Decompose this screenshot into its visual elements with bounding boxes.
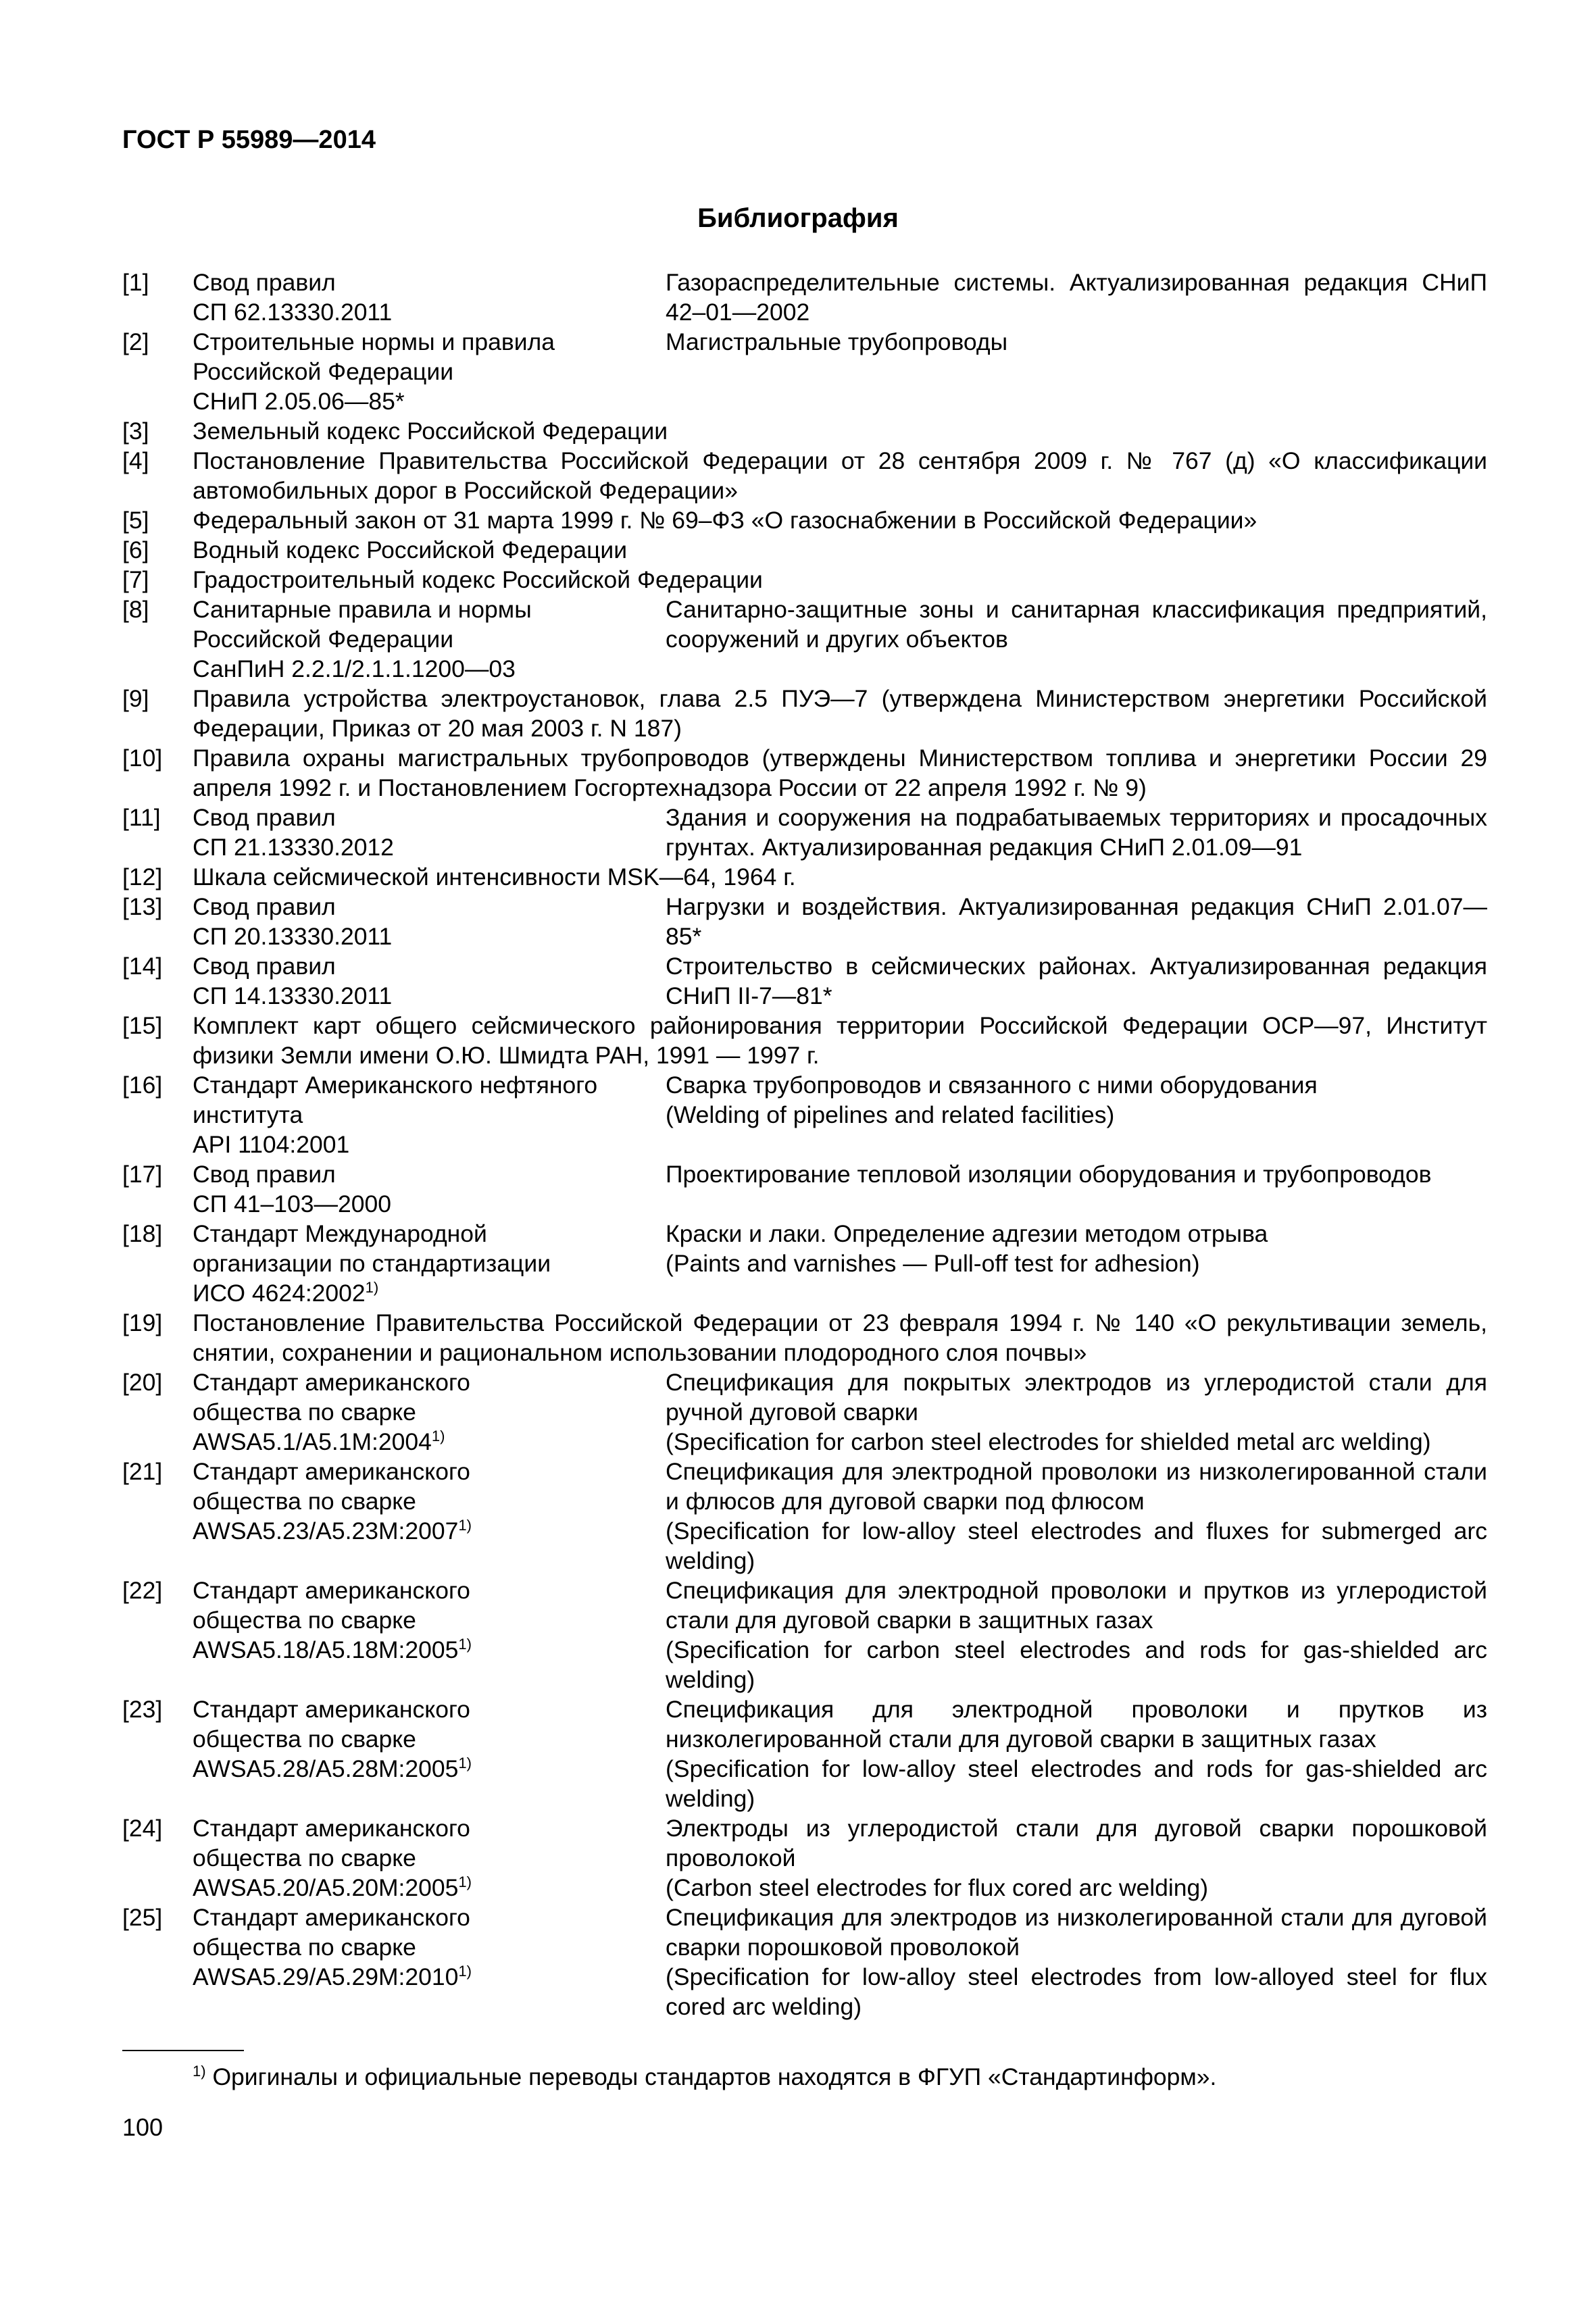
bibliography-entry bbox=[122, 892, 1487, 951]
entry-source: Стандарт Американского нефтяного института API 1104:2001 bbox=[193, 1072, 598, 1158]
entry-number: [16] bbox=[122, 1072, 163, 1099]
bibliography-entry bbox=[122, 505, 1487, 535]
bibliography-entry bbox=[122, 1308, 1487, 1367]
entry-title: Нагрузки и воздействия. Актуализированная редакция СНиП 2.01.07—85* bbox=[666, 893, 1487, 950]
entry-number: [5] bbox=[122, 507, 149, 534]
entry-text: Постановление Правительства Российской Федерации от 23 февраля 1994 г. № 140 «О рекультивации земель, снятии, сохранении и рациональном использовании плодородного слоя почвы» bbox=[193, 1309, 1487, 1366]
entry-source: Стандарт Международной организации по стандартизации ИСО 4624:2002$^{1)}$ bbox=[193, 1220, 551, 1307]
entry-source: Стандарт американского общества по сварке AWSA5.18/A5.18M:2005$^{1)}$ bbox=[193, 1577, 472, 1663]
entry-number: [14] bbox=[122, 953, 163, 980]
bibliography-entry bbox=[122, 1367, 1487, 1457]
bibliography-entry bbox=[122, 951, 1487, 1011]
document-code: ГОСТ Р 55989—2014 bbox=[122, 126, 376, 154]
entry-title: Спецификация для электродной проволоки и прутков из углеродистой стали для дуговой сварки в защитных газах (Specification for carbon steel electrodes and rods for gas-shielded arc welding) bbox=[666, 1577, 1487, 1693]
entry-source: Стандарт американского общества по сварке AWSA5.20/A5.20M:2005$^{1)}$ bbox=[193, 1815, 472, 1901]
entry-source: Свод правил СП 14.13330.2011 bbox=[193, 953, 393, 1009]
entry-source: Санитарные правила и нормы Российской Федерации СанПиН 2.2.1/2.1.1.1200—03 bbox=[193, 596, 532, 682]
entry-source: Свод правил СП 20.13330.2011 bbox=[193, 893, 393, 950]
entry-number: [9] bbox=[122, 685, 149, 712]
entry-number: [23] bbox=[122, 1696, 163, 1723]
bibliography-entry bbox=[122, 327, 1487, 416]
entry-number: [3] bbox=[122, 418, 149, 445]
entry-source: Стандарт американского общества по сварке AWSA5.23/A5.23M:2007$^{1)}$ bbox=[193, 1458, 472, 1544]
entry-title: Спецификация для электродной проволоки и прутков из низколегированной стали для дуговой сварки в защитных газах (Specification for low-alloy steel electrodes and rods for gas-shielded arc welding) bbox=[666, 1696, 1487, 1812]
entry-title: Магистральные трубопроводы bbox=[666, 328, 1008, 355]
footnote-mark: 1) bbox=[458, 1962, 472, 1980]
entry-source: Свод правил СП 41–103—2000 bbox=[193, 1161, 391, 1217]
footnote-mark: 1) bbox=[458, 1516, 472, 1534]
entry-number: [15] bbox=[122, 1012, 163, 1039]
entry-number: [2] bbox=[122, 328, 149, 355]
entry-number: [13] bbox=[122, 893, 163, 920]
entry-title: Спецификация для покрытых электродов из углеродистой стали для ручной дуговой сварки (Specification for carbon steel electrodes for shielded metal arc welding) bbox=[666, 1369, 1487, 1455]
bibliography-entry bbox=[122, 1694, 1487, 1813]
entry-source: Стандарт американского общества по сварке AWSA5.28/A5.28M:2005$^{1)}$ bbox=[193, 1696, 472, 1782]
bibliography-entry bbox=[122, 1219, 1487, 1308]
bibliography-entry bbox=[122, 565, 1487, 595]
entry-text: Градостроительный кодекс Российской Федерации bbox=[193, 566, 763, 593]
footnote-text: Оригиналы и официальные переводы стандартов находятся в ФГУП «Стандартинформ». bbox=[212, 2063, 1217, 2090]
entry-number: [4] bbox=[122, 447, 149, 474]
entry-number: [25] bbox=[122, 1904, 163, 1931]
footnote-mark: 1) bbox=[458, 1635, 472, 1653]
entry-title: Санитарно-защитные зоны и санитарная классификация предприятий, сооружений и других объектов bbox=[666, 596, 1487, 653]
entry-title: Спецификация для электродов из низколегированной стали для дуговой сварки порошковой проволокой (Specification for low-alloy steel electrodes from low-alloyed steel for flux cored arc welding) bbox=[666, 1904, 1487, 2020]
entry-title: Проектирование тепловой изоляции оборудования и трубопроводов bbox=[666, 1161, 1432, 1188]
bibliography-list bbox=[122, 268, 1487, 2021]
bibliography-entry bbox=[122, 595, 1487, 684]
entry-title: Электроды из углеродистой стали для дуговой сварки порошковой проволокой (Carbon steel electrodes for flux cored arc welding) bbox=[666, 1815, 1487, 1901]
entry-source: Стандарт американского общества по сварке AWSA5.1/A5.1M:2004$^{1)}$ bbox=[193, 1369, 470, 1455]
entry-source: Строительные нормы и правила Российской Федерации СНиП 2.05.06—85* bbox=[193, 328, 555, 415]
entry-text: Федеральный закон от 31 марта 1999 г. № 69–ФЗ «О газоснабжении в Российской Федерации» bbox=[193, 507, 1257, 534]
entry-title: Краски и лаки. Определение адгезии методом отрыва (Paints and varnishes — Pull-off test for adhesion) bbox=[666, 1220, 1268, 1277]
bibliography-entry bbox=[122, 743, 1487, 803]
footnote-mark: 1) bbox=[365, 1278, 379, 1296]
bibliography-entry bbox=[122, 1813, 1487, 1903]
entry-title: Спецификация для электродной проволоки из низколегированной стали и флюсов для дуговой сварки под флюсом (Specification for low-alloy steel electrodes and fluxes for submerged arc welding) bbox=[666, 1458, 1487, 1574]
bibliography-entry bbox=[122, 684, 1487, 743]
entry-source: Стандарт американского общества по сварке AWSA5.29/A5.29M:2010$^{1)}$ bbox=[193, 1904, 472, 1990]
page-number: 100 bbox=[122, 2113, 164, 2141]
entry-source: Свод правил СП 21.13330.2012 bbox=[193, 804, 394, 861]
entry-title: Газораспределительные системы. Актуализированная редакция СНиП 42–01—2002 bbox=[666, 269, 1487, 326]
bibliography-entry bbox=[122, 1576, 1487, 1694]
entry-number: [12] bbox=[122, 863, 163, 890]
bibliography-entry bbox=[122, 1159, 1487, 1219]
bibliography-entry bbox=[122, 1011, 1487, 1070]
bibliography-entry bbox=[122, 416, 1487, 446]
entry-text: Комплект карт общего сейсмического районирования территории Российской Федерации ОСР—97, Институт физики Земли имени О.Ю. Шмидта РАН, 1991 — 1997 г. bbox=[193, 1012, 1487, 1069]
bibliography-entry bbox=[122, 268, 1487, 327]
entry-number: [24] bbox=[122, 1815, 163, 1842]
bibliography-title: Библиография bbox=[697, 203, 899, 233]
entry-number: [22] bbox=[122, 1577, 163, 1604]
entry-text: Земельный кодекс Российской Федерации bbox=[193, 418, 668, 445]
entry-title: Строительство в сейсмических районах. Актуализированная редакция СНиП II-7—81* bbox=[666, 953, 1487, 1009]
entry-number: [11] bbox=[122, 804, 161, 831]
bibliography-entry bbox=[122, 862, 1487, 892]
entry-number: [1] bbox=[122, 269, 149, 296]
bibliography-entry bbox=[122, 535, 1487, 565]
entry-text: Правила охраны магистральных трубопроводов (утверждены Министерством топлива и энергетики России 29 апреля 1992 г. и Постановлением Госгортехнадзора России от 22 апреля 1992 г. № 9) bbox=[193, 745, 1487, 801]
entry-number: [21] bbox=[122, 1458, 163, 1485]
bibliography-entry bbox=[122, 446, 1487, 505]
bibliography-entry bbox=[122, 1457, 1487, 1576]
entry-source: Свод правил СП 62.13330.2011 bbox=[193, 269, 393, 326]
bibliography-entry bbox=[122, 1903, 1487, 2021]
entry-number: [19] bbox=[122, 1309, 163, 1336]
entry-number: [7] bbox=[122, 566, 149, 593]
entry-number: [10] bbox=[122, 745, 163, 772]
footnote-mark: 1) bbox=[458, 1754, 472, 1771]
entry-number: [6] bbox=[122, 536, 149, 563]
footnote-separator bbox=[122, 2050, 244, 2051]
entry-text: Постановление Правительства Российской Федерации от 28 сентября 2009 г. № 767 (д) «О классификации автомобильных дорог в Российской Федерации» bbox=[193, 447, 1487, 504]
footnote-mark: 1) bbox=[193, 2062, 206, 2080]
entry-number: [20] bbox=[122, 1369, 163, 1396]
footnote-mark: 1) bbox=[458, 1873, 472, 1890]
entry-text: Шкала сейсмической интенсивности MSK—64, 1964 г. bbox=[193, 863, 796, 890]
entry-text: Правила устройства электроустановок, глава 2.5 ПУЭ—7 (утверждена Министерством энергетики Российской Федерации, Приказ от 20 мая 2003 г. N 187) bbox=[193, 685, 1487, 742]
entry-number: [8] bbox=[122, 596, 149, 623]
bibliography-entry bbox=[122, 1070, 1487, 1159]
footnote bbox=[193, 2062, 1216, 2092]
footnote-mark: 1) bbox=[431, 1427, 445, 1444]
entry-text: Водный кодекс Российской Федерации bbox=[193, 536, 628, 563]
entry-number: [17] bbox=[122, 1161, 163, 1188]
entry-number: [18] bbox=[122, 1220, 163, 1247]
bibliography-entry bbox=[122, 803, 1487, 862]
entry-title: Здания и сооружения на подрабатываемых территориях и просадочных грунтах. Актуализированная редакция СНиП 2.01.09—91 bbox=[666, 804, 1487, 861]
entry-title: Сварка трубопроводов и связанного с ними оборудования (Welding of pipelines and related facilities) bbox=[666, 1072, 1318, 1128]
